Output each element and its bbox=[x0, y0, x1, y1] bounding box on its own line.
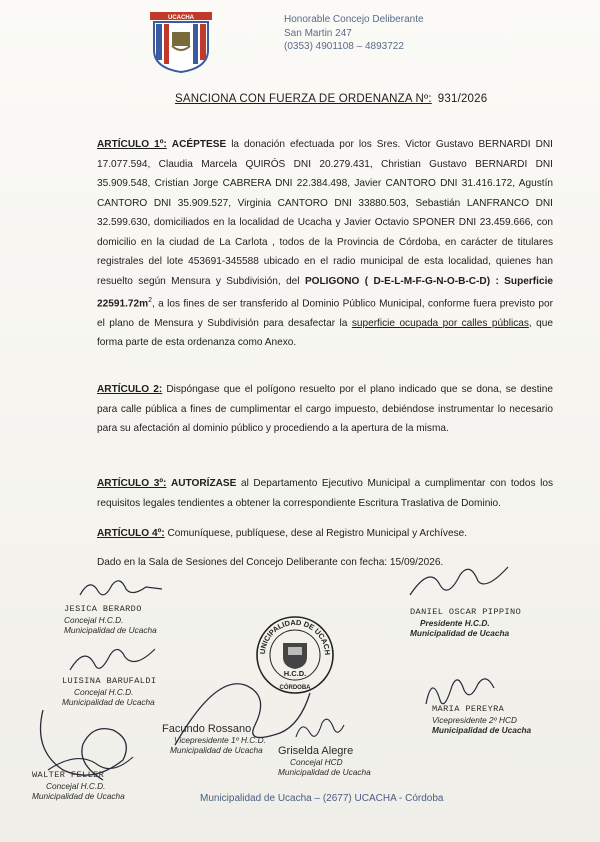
signer-role: Concejal H.C.D. bbox=[46, 780, 106, 791]
signer-muni: Municipalidad de Ucacha bbox=[170, 745, 263, 755]
signer-muni: Municipalidad de Ucacha bbox=[410, 628, 510, 638]
svg-text:UCACHA: UCACHA bbox=[168, 15, 194, 21]
article-1-lead: ACÉPTESE bbox=[171, 139, 227, 150]
article-1 bbox=[97, 135, 553, 353]
signer-muni: Municipalidad de Ucacha bbox=[64, 625, 157, 635]
signature-block-barufaldi bbox=[62, 676, 156, 708]
signature-block-rossano bbox=[162, 724, 266, 756]
signature-pippino bbox=[400, 565, 520, 605]
council-address: San Martin 247 bbox=[284, 27, 352, 39]
signer-muni: Municipalidad de Ucacha bbox=[278, 767, 371, 777]
signer-name: Griselda Alegre bbox=[278, 745, 354, 757]
article-4-label: ARTÍCULO 4º: bbox=[97, 528, 165, 539]
article-3-lead: AUTORÍZASE bbox=[170, 478, 237, 489]
signer-muni: Municipalidad de Ucacha bbox=[62, 697, 155, 707]
signature-block-alegre bbox=[278, 746, 371, 778]
signer-role: Concejal HCD bbox=[290, 756, 343, 767]
article-1-text: la donación efectuada por los Sres. Victor Gustavo BERNARDI DNI 17.077.594, Claudia Marcela QUIRÓS DNI 20.279.431, Christian Gustavo BERNARDI DNI 35.909.548, Cristian Jorge CABRERA DNI 22.384.498, Javier CANTORO DNI 31.416.172, Agustín CANTORO DNI 35.909.527, Virginia CANTORO DNI 33880.503, Sebastián LANFRANCO DNI 32.599.630, domiciliados en la localidad de Ucacha y Javier Octavio SPONER DNI 23.459.666, con domicilio en la ciudad de La Carlota , todos de la Provincia de Córdoba, en carácter de titulares registrales del lote 453691-345588 ubicado en el radio municipal de esta localidad, quienes han resuelto según Mensura y Subdivisión, del bbox=[97, 139, 553, 287]
article-1-text-3: , que forma parte de esta ordenanza como Anexo. bbox=[97, 317, 553, 349]
article-2 bbox=[97, 380, 553, 439]
signature-alegre bbox=[290, 715, 350, 745]
signer-role: Vicepresidente 1º H.C.D. bbox=[174, 734, 266, 745]
signer-role: Concejal H.C.D. bbox=[64, 614, 124, 625]
article-3-label: ARTÍCULO 3º: bbox=[97, 478, 167, 489]
signer-role: Concejal H.C.D. bbox=[74, 686, 134, 697]
signer-name: LUISINA BARUFALDI bbox=[62, 676, 157, 686]
signer-name: WALTER FELLER bbox=[32, 770, 105, 780]
article-1-underlined: superficie ocupada por calles públicas bbox=[351, 317, 529, 329]
article-1-sup: 2 bbox=[148, 297, 152, 304]
ordinance-title bbox=[175, 93, 487, 105]
signature-berardo bbox=[70, 575, 170, 605]
seal-bottom-text: CÓRDOBA bbox=[279, 685, 311, 691]
article-3 bbox=[97, 474, 553, 513]
article-4-text: Comuníquese, publíquese, dese al Registro Municipal y Archívese. bbox=[167, 528, 468, 539]
closing-line: Dado en la Sala de Sesiones del Concejo Deliberante con fecha: 15/09/2026. bbox=[97, 557, 444, 568]
article-4 bbox=[97, 524, 553, 544]
signer-muni: Municipalidad de Ucacha bbox=[432, 725, 532, 735]
signer-role: Vicepresidente 2º HCD bbox=[432, 714, 517, 725]
signer-name: JESICA BERARDO bbox=[64, 604, 142, 614]
signer-muni: Municipalidad de Ucacha bbox=[32, 791, 125, 801]
footer-address: Municipalidad de Ucacha – (2677) UCACHA - Córdoba bbox=[200, 793, 444, 804]
council-phone: (0353) 4901108 – 4893722 bbox=[284, 41, 404, 52]
council-name: Honorable Concejo Deliberante bbox=[284, 14, 424, 25]
article-3-text: al Departamento Ejecutivo Municipal a cumplimentar con todos los requisitos legales tendientes a obtener la correspondiente Escritura Traslativa de Dominio. bbox=[97, 478, 553, 509]
council-header bbox=[284, 13, 424, 54]
signature-block-feller bbox=[32, 770, 125, 802]
seal-center-text: H.C.D. bbox=[283, 669, 307, 678]
signature-block-pippino bbox=[410, 607, 521, 639]
ordinance-title-label: SANCIONA CON FUERZA DE ORDENANZA Nº: bbox=[175, 93, 432, 105]
seal-ring-text: MUNICIPALIDAD DE UCACHA bbox=[251, 608, 333, 656]
signer-name: Facundo Rossano bbox=[162, 723, 252, 735]
article-2-text: Dispóngase que el polígono resuelto por el plano indicado que se dona, se destine para calle pública a fines de cumplimentar el cargo impuesto, debiéndose instrumentar lo necesario para su afectación al dominio público y procediendo a la apertura de la misma. bbox=[97, 384, 554, 434]
signer-name: DANIEL OSCAR PIPPINO bbox=[410, 607, 522, 617]
signature-block-berardo bbox=[64, 604, 157, 636]
ordinance-number: 931/2026 bbox=[437, 93, 488, 105]
municipal-crest-logo bbox=[148, 10, 214, 74]
article-1-label: ARTÍCULO 1º: bbox=[97, 139, 167, 150]
article-2-label: ARTÍCULO 2: bbox=[97, 384, 163, 395]
article-1-poligono: POLIGONO ( D-E-L-M-F-G-N-O-B-C-D) : Superficie 22591.72m bbox=[97, 275, 553, 310]
hcd-seal bbox=[251, 608, 335, 695]
signer-name: MARIA PEREYRA bbox=[432, 704, 505, 714]
signature-block-pereyra bbox=[432, 704, 531, 736]
signer-role: Presidente H.C.D. bbox=[420, 617, 490, 628]
article-1-text-2: , a los fines de ser transferido al Dominio Público Municipal, conforme fuera previsto por el plano de Mensura y Subdivisión para desafectar la bbox=[97, 298, 553, 329]
